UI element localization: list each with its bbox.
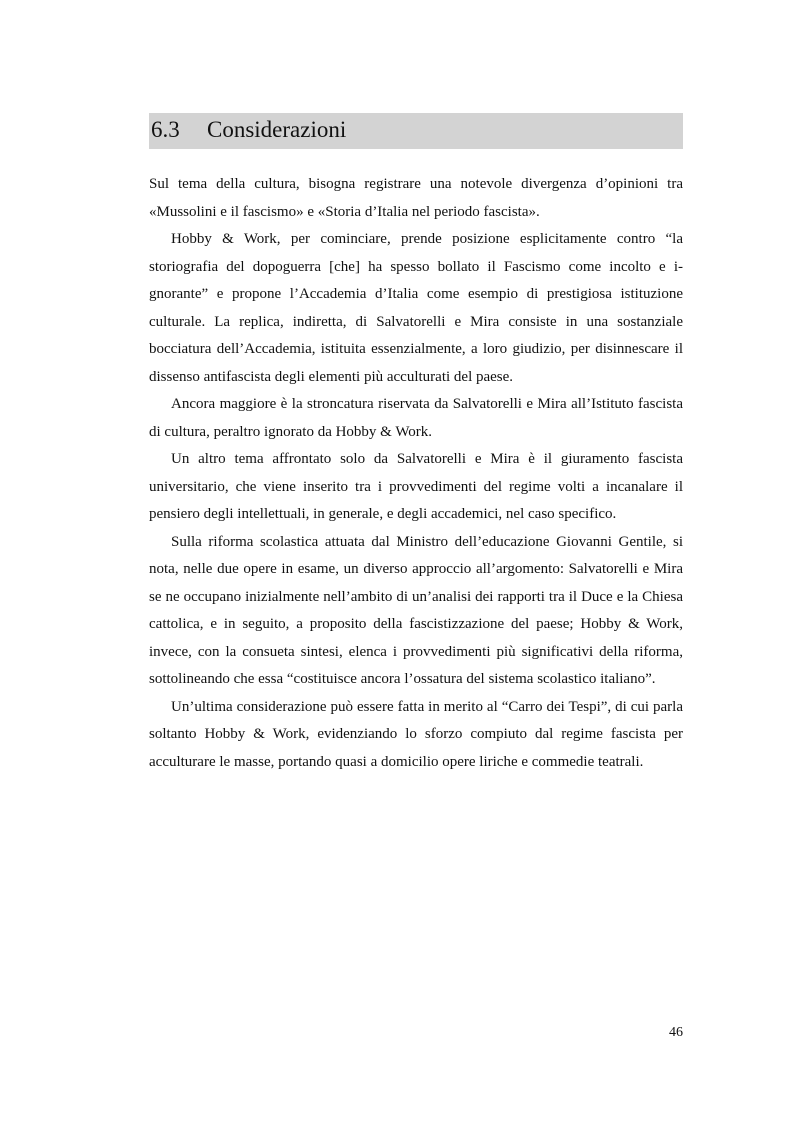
section-heading [149, 113, 683, 149]
paragraph: Sul tema della cultura, bisogna registrare una notevole divergenza d’opinioni tra «Mussolini e il fascismo» e «Storia d’Italia nel periodo fascista». [149, 176, 683, 220]
paragraph: Un’ultima considerazione può essere fatta in merito al “Carro dei Tespi”, di cui parla soltanto Hobby & Work, evidenziando lo sforzo compiuto dal regime fascista per acculturare le masse, portando quasi a domicilio opere liriche e commedie teatrali. [149, 698, 683, 770]
page-number: 46 [669, 1025, 683, 1040]
paragraph: Hobby & Work, per cominciare, prende posizione esplicitamente contro “la storiografia del dopoguerra [che] ha spesso bollato il Fascismo come incolto e i-gnorante” e propone l’Accademia d’Italia come esempio di prestigiosa istituzione culturale. La replica, indiretta, di Salvatorelli e Mira consiste in una sostanziale bocciatura dell’Accademia, istituita essenzialmente, a loro giudizio, per disinnescare il dissenso antifascista degli elementi più acculturati del paese. [149, 231, 683, 385]
paragraph: Sulla riforma scolastica attuata dal Ministro dell’educazione Giovanni Gentile, si nota, nelle due opere in esame, un diverso approccio all’argomento: Salvatorelli e Mira se ne occupano inizialmente nell’ambito di un’analisi dei rapporti tra il Duce e la Chiesa cattolica, e in seguito, a proposito della fascistizzazione del paese; Hobby & Work, invece, con la consueta sintesi, elenca i provvedimenti più significativi della riforma, sottolineando che essa “costituisce ancora l’ossatura del sistema scolastico italiano”. [149, 533, 683, 687]
paragraph: Un altro tema affrontato solo da Salvatorelli e Mira è il giuramento fascista universitario, che viene inserito tra i provvedimenti del regime volti a incanalare il pensiero degli intellettuali, in generale, e degli accademici, nel caso specifico. [149, 451, 683, 522]
section-number: 6.3 [151, 117, 180, 142]
body-text [149, 171, 683, 776]
paragraph: Ancora maggiore è la stroncatura riservata da Salvatorelli e Mira all’Istituto fascista di cultura, peraltro ignorato da Hobby & Work. [149, 396, 683, 440]
section-title: Considerazioni [207, 117, 347, 142]
